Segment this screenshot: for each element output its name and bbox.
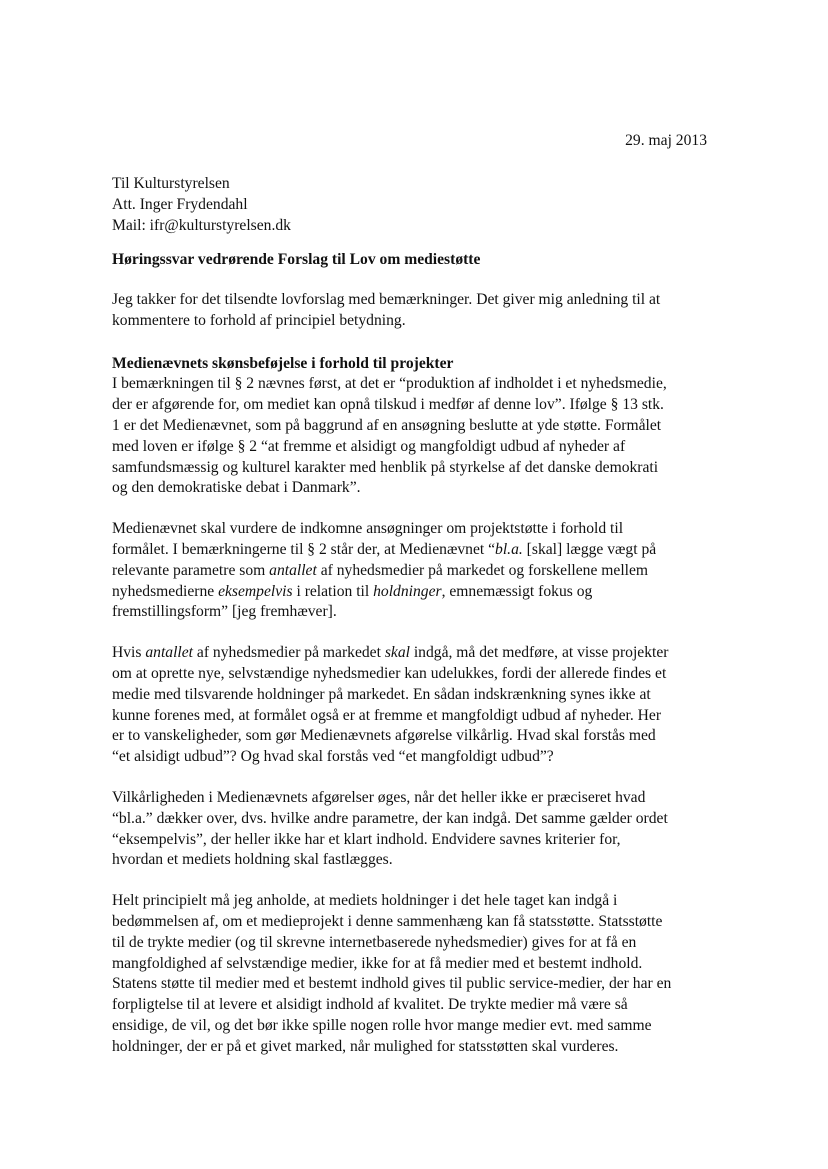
text-line: Helt principielt må jeg anholde, at mediets holdninger i det hele taget kan indgå i [112,892,618,910]
text-line: “et alsidigt udbud”? Og hvad skal forstås ved “et mangfoldigt udbud”? [112,748,554,766]
text-line: Jeg takker for det tilsendte lovforslag med bemærkninger. Det giver mig anledning til at [112,291,661,308]
text-line: forpligtelse til at levere et alsidigt indhold af kvalitet. De trykte medier må være så [112,996,628,1014]
text-span: af nyhedsmedier på markedet [193,644,385,662]
text-line: og den demokratiske debat i Danmark”. [112,479,361,497]
text-line: fremstillingsform” [jeg fremhæver]. [112,603,337,621]
text-line [112,643,712,664]
address-line-attention: Att. Inger Frydendahl [112,195,248,213]
text-line: holdninger, der er på et givet marked, når mulighed for statsstøtten skal vurderes. [112,1037,619,1055]
letter-date: 29. maj 2013 [625,132,707,149]
recipient-address [112,174,291,236]
text-span: indgå, må det medføre, at visse projekter [409,644,669,662]
text-line: Medienævnet skal vurdere de indkomne ansøgninger om projektstøtte i forhold til [112,520,624,538]
text-line: hvordan et mediets holdning skal fastlægges. [112,851,393,869]
text-line: “bl.a.” dækker over, dvs. hvilke andre parametre, der kan indgå. Det samme gælder ordet [112,809,668,827]
letter-body [112,290,712,1078]
paragraph-2 [112,519,712,623]
text-line: Vilkårligheden i Medienævnets afgørelser øges, når det heller ikke er præciseret hvad [112,788,646,806]
letter-subject: Høringssvar vedrørende Forslag til Lov om mediestøtte [112,251,481,268]
text-line: kunne forenes med, at formålet også er at fremme et mangfoldigt udbud af nyheder. Her [112,706,662,724]
text-line: medie med tilsvarende holdninger på markedet. En sådan indskrænkning synes ikke at [112,685,651,703]
text-span: af nyhedsmedier på markedet og forskellene mellem [316,561,649,579]
text-line: der er afgørende for, om mediet kan opnå tilskud i medfør af denne lov”. Ifølge § 13 stk. [112,396,664,414]
text-line: ensidige, de vil, og det bør ikke spille nogen rolle hvor mange medier evt. med samme [112,1016,652,1034]
emphasis-text: holdninger [373,582,442,600]
text-span: , emnemæssigt fokus og [441,582,593,600]
text-span: [skal] lægge vægt på [522,540,657,558]
text-span: Hvis [112,644,146,662]
text-line: Statens støtte til medier med et bestemt indhold gives til public service-medier, der har en [112,975,672,993]
paragraph-3 [112,643,712,768]
address-line-mail: Mail: ifr@kulturstyrelsen.dk [112,216,291,234]
text-line: om at oprette nye, selvstændige nyhedsmedier kan udelukkes, fordi der allerede findes et [112,664,667,682]
text-line: til de trykte medier (og til skrevne internetbaserede nyhedsmedier) gives for at få en [112,933,637,951]
emphasis-text: skal [384,644,410,662]
text-line [112,561,712,582]
paragraph-4 [112,788,712,871]
section-projects [112,354,712,500]
text-line: er to vanskeligheder, som gør Medienævnets afgørelse vilkårlig. Hvad skal forstås med [112,727,656,745]
text-line: I bemærkningen til § 2 nævnes først, at det er “produktion af indholdet i et nyhedsmedie, [112,375,667,393]
text-line: bedømmelsen af, om et medieprojekt i denne sammenhæng kan få statsstøtte. Statsstøtte [112,912,663,930]
text-line: mangfoldighed af selvstændige medier, ikke for at få medier med et bestemt indhold. [112,954,643,972]
text-line: med loven er ifølge § 2 “at fremme et alsidigt og mangfoldigt udbud af nyheder af [112,437,626,455]
address-line-recipient: Til Kulturstyrelsen [112,175,230,192]
text-span: i relation til [292,582,374,600]
text-span: relevante parametre som [112,561,270,579]
text-line: 1 er det Medienævnet, som på baggrund af en ansøgning beslutte at yde støtte. Formålet [112,416,662,434]
emphasis-text: bl.a. [495,540,523,558]
emphasis-text: eksempelvis [218,582,293,600]
intro-paragraph [112,290,712,332]
text-span: nyhedsmedierne [112,582,219,600]
paragraph-5 [112,891,712,1057]
text-line: kommentere to forhold af principiel betydning. [112,311,406,329]
text-span: formålet. I bemærkningerne til § 2 står der, at Medienævnet “ [112,540,496,558]
emphasis-text: antallet [145,644,194,662]
text-line: “eksempelvis”, der heller ikke har et klart indhold. Endvidere savnes kriterier for, [112,830,621,848]
emphasis-text: antallet [269,561,317,579]
text-line [112,582,712,603]
text-line: samfundsmæssig og kulturel karakter med henblik på styrkelse af det danske demokrati [112,458,659,476]
section-heading: Medienævnets skønsbeføjelse i forhold til projekter [112,354,454,372]
text-line [112,540,712,561]
